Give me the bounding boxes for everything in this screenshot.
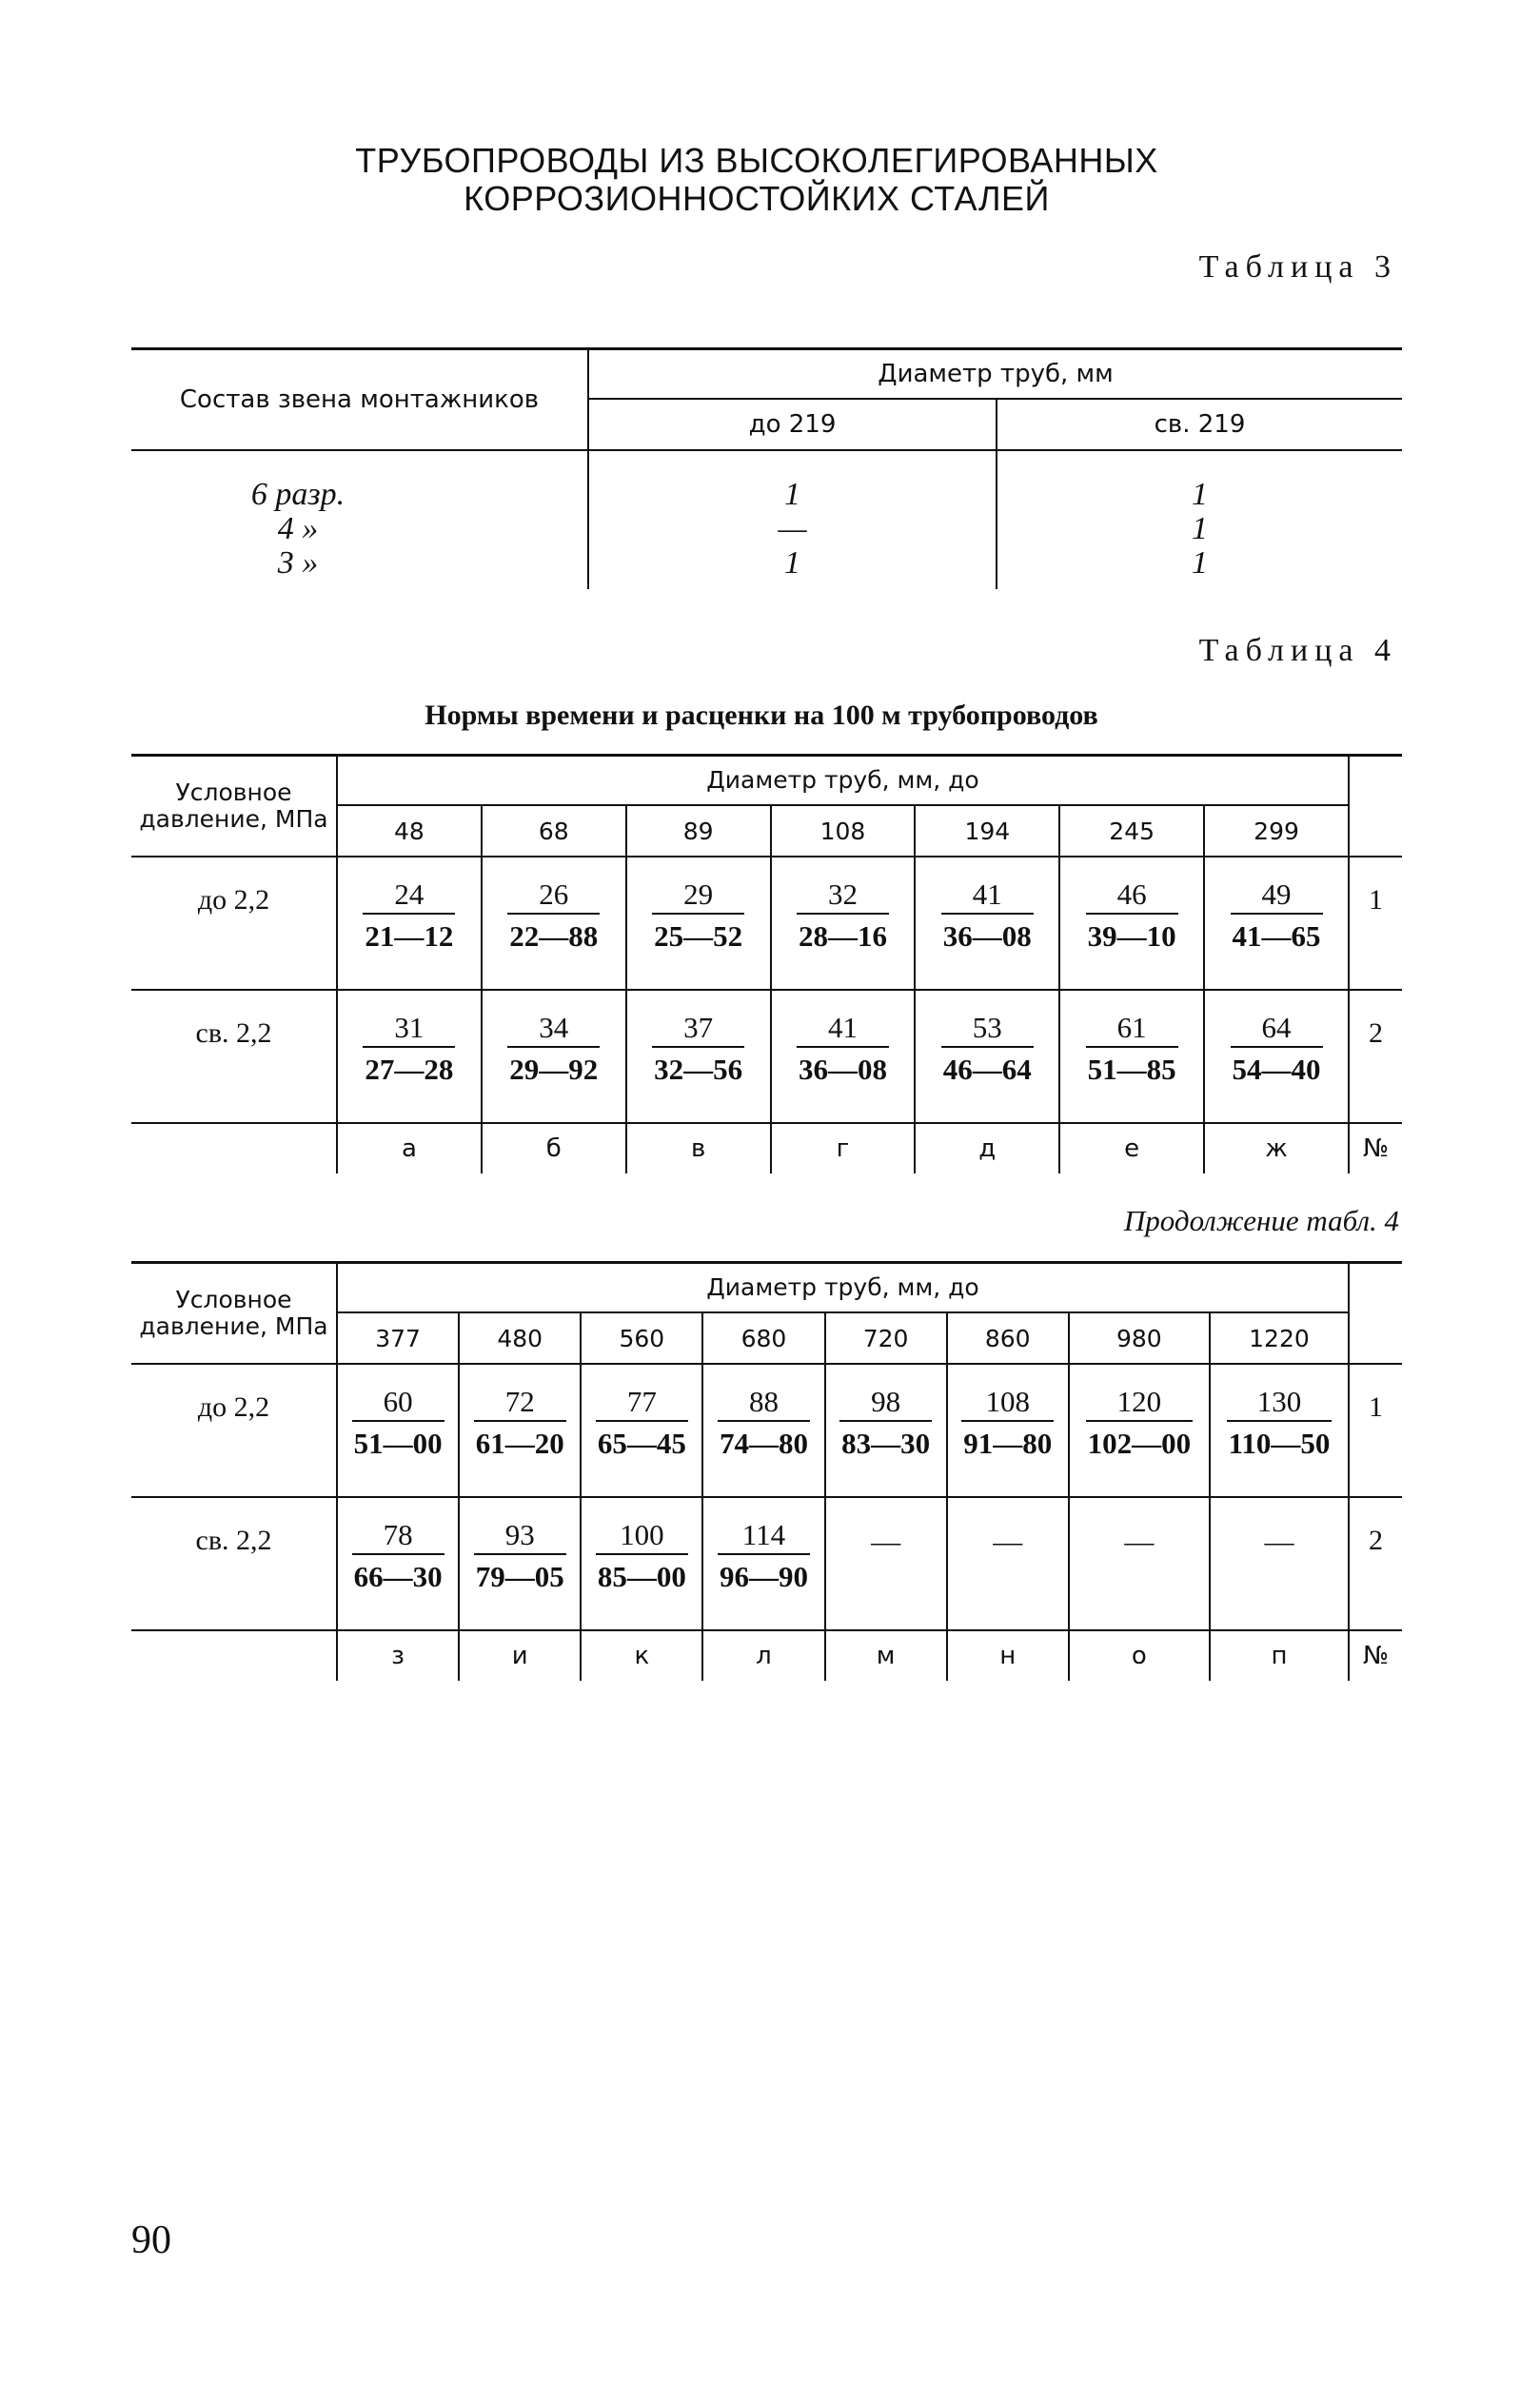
table4-cell-0-6 (1204, 857, 1349, 990)
table4b-cell-0-2 (581, 1364, 702, 1497)
table3-a-0: 1 (784, 476, 800, 512)
table3-crew-header: Состав звена монтажников (131, 349, 588, 450)
table3-crew-cell (131, 450, 588, 589)
dash: — (1264, 1525, 1294, 1558)
table3-b-0: 1 (1192, 476, 1208, 512)
numerator: 26 (507, 877, 600, 915)
numerator: 31 (363, 1010, 455, 1048)
dash: — (993, 1525, 1023, 1558)
numerator: 64 (1231, 1010, 1323, 1048)
table4-idx-0: 1 (1349, 857, 1402, 990)
table4b-idx-1: 2 (1349, 1497, 1402, 1630)
numerator: 77 (596, 1384, 688, 1422)
numerator: 29 (652, 877, 744, 915)
numerator: 34 (507, 1010, 600, 1048)
table4-cell-1-2 (626, 990, 771, 1123)
table4b-label: Продолжение табл. 4 (1123, 1204, 1399, 1237)
denominator: 65—45 (597, 1427, 686, 1460)
numerator: 32 (797, 877, 889, 915)
table4-cell-1-5 (1059, 990, 1204, 1123)
numerator: 61 (1086, 1010, 1178, 1048)
table4-diam-5: 245 (1059, 805, 1204, 857)
page-number: 90 (131, 2218, 171, 2262)
table3-sub-to219: до 219 (588, 399, 997, 450)
denominator: 102—00 (1087, 1427, 1192, 1460)
denominator: 25—52 (654, 919, 743, 953)
table4b-cell-0-3 (702, 1364, 824, 1497)
table4-row-1 (131, 990, 1402, 1123)
denominator: 21—12 (365, 919, 454, 953)
table4-label: Таблица 4 (1198, 633, 1397, 668)
table3-crew-2: 3 » (277, 544, 319, 581)
table3-diam-header: Диаметр труб, мм (588, 349, 1402, 399)
table4-letter-0: а (337, 1123, 482, 1173)
table4 (131, 754, 1402, 1173)
table4b-diam-2: 560 (581, 1312, 702, 1364)
table4-letter-5: е (1059, 1123, 1204, 1173)
numerator: 120 (1086, 1384, 1194, 1422)
table3-b-1: 1 (1192, 510, 1208, 546)
denominator: 83—30 (841, 1427, 931, 1460)
table4-cell-0-5 (1059, 857, 1204, 990)
table4-cell-0-1 (482, 857, 626, 990)
table4b-num-sign: № (1349, 1630, 1402, 1681)
table4-pressure-0: до 2,2 (131, 857, 337, 990)
table4b-cell-0-7 (1210, 1364, 1349, 1497)
table3-b-2: 1 (1192, 544, 1208, 581)
denominator: 36—08 (942, 919, 1032, 953)
table4b-cell-1-7 (1210, 1497, 1349, 1630)
table4b-letter-0: з (337, 1630, 459, 1681)
table4b-letter-5: н (947, 1630, 1069, 1681)
table4b-idx-header (1349, 1263, 1402, 1365)
table4-num-sign: № (1349, 1123, 1402, 1173)
denominator: 28—16 (798, 919, 887, 953)
table4b-letter-7: п (1210, 1630, 1349, 1681)
table4b-cell-0-4 (825, 1364, 947, 1497)
table4-pressure-header: Условное давление, МПа (131, 756, 337, 858)
denominator: 54—40 (1232, 1053, 1321, 1086)
table4-cell-0-0 (337, 857, 482, 990)
table4-diam-4: 194 (915, 805, 1059, 857)
table4-pressure-1: св. 2,2 (131, 990, 337, 1123)
table4b-cell-1-0 (337, 1497, 459, 1630)
table3-label: Таблица 3 (1198, 249, 1397, 285)
table4-cell-1-4 (915, 990, 1059, 1123)
table4b-row-0 (131, 1364, 1402, 1497)
numerator: 37 (652, 1010, 744, 1048)
denominator: 61—20 (475, 1427, 564, 1460)
denominator: 96—90 (719, 1560, 808, 1593)
table4b-row-1 (131, 1497, 1402, 1630)
denominator: 29—92 (509, 1053, 599, 1086)
table3-a-1: — (778, 510, 807, 546)
table3-crew-1: 4 » (277, 510, 319, 546)
table4b-diam-0: 377 (337, 1312, 459, 1364)
table4-diam-3: 108 (771, 805, 916, 857)
denominator: 46—64 (942, 1053, 1032, 1086)
denominator: 51—00 (353, 1427, 443, 1460)
table4b (131, 1261, 1402, 1681)
table4b-letter-3: л (702, 1630, 824, 1681)
table4b-pressure-1: св. 2,2 (131, 1497, 337, 1630)
numerator: 60 (352, 1384, 444, 1422)
numerator: 108 (961, 1384, 1054, 1422)
numerator: 41 (797, 1010, 889, 1048)
table4b-cell-1-5 (947, 1497, 1069, 1630)
numerator: 41 (941, 877, 1034, 915)
table4-letters-blank (131, 1123, 337, 1173)
table4-cell-0-2 (626, 857, 771, 990)
table4-letter-2: в (626, 1123, 771, 1173)
table4b-cell-0-0 (337, 1364, 459, 1497)
table3-crew-0: 6 разр. (250, 476, 346, 512)
denominator: 74—80 (719, 1427, 808, 1460)
table4b-diam-6: 980 (1069, 1312, 1210, 1364)
numerator: 46 (1086, 877, 1178, 915)
numerator: 24 (363, 877, 455, 915)
table4-diam-0: 48 (337, 805, 482, 857)
dash: — (871, 1525, 901, 1558)
table4b-diam-4: 720 (825, 1312, 947, 1364)
table4b-letter-6: о (1069, 1630, 1210, 1681)
denominator: 39—10 (1087, 919, 1176, 953)
table4-diam-6: 299 (1204, 805, 1349, 857)
table4-letter-6: ж (1204, 1123, 1349, 1173)
table4-row-0 (131, 857, 1402, 990)
denominator: 32—56 (654, 1053, 743, 1086)
table4-diam-1: 68 (482, 805, 626, 857)
table4-idx-1: 2 (1349, 990, 1402, 1123)
table4-cell-1-0 (337, 990, 482, 1123)
table4-diam-header: Диаметр труб, мм, до (337, 756, 1349, 806)
numerator: 130 (1227, 1384, 1333, 1422)
table4b-letter-4: м (825, 1630, 947, 1681)
table4-letter-1: б (482, 1123, 626, 1173)
page-title-line2: КОРРОЗИОННОСТОЙКИХ СТАЛЕЙ (464, 179, 1050, 218)
table4b-cell-0-1 (459, 1364, 581, 1497)
table3-sub-over219: св. 219 (997, 399, 1402, 450)
table4b-letter-1: и (459, 1630, 581, 1681)
table4b-cell-1-6 (1069, 1497, 1210, 1630)
table4-cell-1-6 (1204, 990, 1349, 1123)
numerator: 49 (1231, 877, 1323, 915)
table4b-cell-0-6 (1069, 1364, 1210, 1497)
table4b-letter-2: к (581, 1630, 702, 1681)
table4-cell-1-1 (482, 990, 626, 1123)
dash: — (1124, 1525, 1155, 1558)
table4-cell-0-4 (915, 857, 1059, 990)
numerator: 88 (718, 1384, 810, 1422)
denominator: 41—65 (1232, 919, 1321, 953)
table4b-cell-1-4 (825, 1497, 947, 1630)
table4b-idx-0: 1 (1349, 1364, 1402, 1497)
table4b-cell-1-3 (702, 1497, 824, 1630)
numerator: 93 (474, 1517, 566, 1555)
denominator: 85—00 (597, 1560, 686, 1593)
table4-subtitle: Нормы времени и расценки на 100 м трубопроводов (424, 700, 1098, 731)
table4b-pressure-header: Условное давление, МПа (131, 1263, 337, 1365)
table4b-diam-1: 480 (459, 1312, 581, 1364)
numerator: 72 (474, 1384, 566, 1422)
numerator: 114 (718, 1517, 810, 1555)
table4b-diam-7: 1220 (1210, 1312, 1349, 1364)
page-title-line1: ТРУБОПРОВОДЫ ИЗ ВЫСОКОЛЕГИРОВАННЫХ (355, 141, 1158, 180)
table4-cell-1-3 (771, 990, 916, 1123)
table4b-pressure-0: до 2,2 (131, 1364, 337, 1497)
table3-a-2: 1 (784, 544, 800, 581)
denominator: 51—85 (1087, 1053, 1176, 1086)
table3 (131, 347, 1402, 589)
table4-diam-2: 89 (626, 805, 771, 857)
table4b-cell-1-2 (581, 1497, 702, 1630)
numerator: 78 (352, 1517, 444, 1555)
table4b-letters-blank (131, 1630, 337, 1681)
denominator: 36—08 (798, 1053, 887, 1086)
table4b-diam-5: 860 (947, 1312, 1069, 1364)
table4-idx-header (1349, 756, 1402, 858)
table4b-cell-1-1 (459, 1497, 581, 1630)
denominator: 91—80 (963, 1427, 1053, 1460)
denominator: 27—28 (365, 1053, 454, 1086)
denominator: 66—30 (353, 1560, 443, 1593)
table3-col-a (588, 450, 997, 589)
numerator: 53 (941, 1010, 1034, 1048)
numerator: 100 (596, 1517, 688, 1555)
denominator: 22—88 (509, 919, 599, 953)
table3-col-b (997, 450, 1402, 589)
numerator: 98 (839, 1384, 932, 1422)
table4b-cell-0-5 (947, 1364, 1069, 1497)
table4-cell-0-3 (771, 857, 916, 990)
table4-letter-3: г (771, 1123, 916, 1173)
table4-letter-4: д (915, 1123, 1059, 1173)
denominator: 79—05 (475, 1560, 564, 1593)
table4b-diam-3: 680 (702, 1312, 824, 1364)
denominator: 110—50 (1228, 1427, 1331, 1460)
table4b-diam-header: Диаметр труб, мм, до (337, 1263, 1349, 1313)
